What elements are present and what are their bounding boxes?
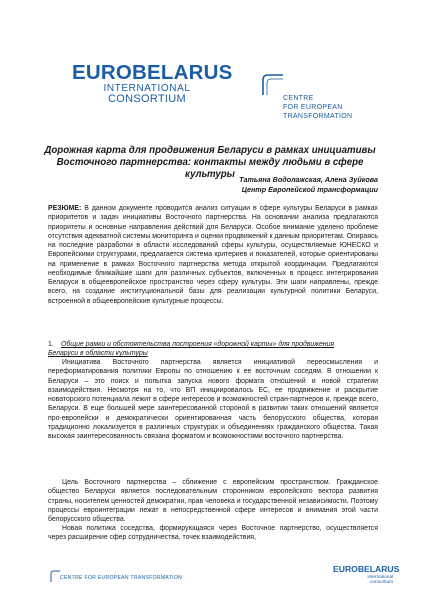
authors-block (239, 175, 378, 194)
eurobelarus-logo (72, 61, 233, 105)
footer-eurobelarus-line1: international (367, 574, 393, 579)
cet-logo-line3: TRANSFORMATION (283, 113, 353, 120)
cet-corner-mark-icon (262, 74, 284, 96)
section-title-line1: Общие рамки и обстоятельства построения «дорожной карты» для продвижения (61, 341, 335, 348)
cet-logo-text (283, 94, 352, 121)
footer-eurobelarus-title: EUROBELARUS (333, 564, 400, 574)
footer-eurobelarus-line2: consortium (370, 579, 393, 584)
eurobelarus-logo-line2: CONSORTIUM (108, 93, 186, 105)
eurobelarus-logo-title: EUROBELARUS (72, 61, 233, 84)
cet-logo-line1: CENTRE (283, 95, 314, 102)
body-paragraph-3: Новая политика соседства, формирующаяся через Восточное партнерство, осуществляется через расширение сфер сотрудничества, точек взаимодействия, (48, 525, 378, 542)
document-title-line2: Восточного партнерства: контакты между людьми в сфере культуры (56, 157, 364, 180)
cet-logo (262, 74, 372, 132)
section-heading (48, 340, 378, 359)
section-title-line2: Беларуси в области культуры (48, 350, 148, 358)
author-names: Татьяна Водолажская, Алена Зуйкова (239, 175, 378, 184)
author-organization: Центр Европейской трансформации (241, 184, 378, 194)
document-title-line1: Дорожная карта для продвижения Беларуси в рамках инициативы (44, 145, 376, 156)
footer-eurobelarus-logo (333, 564, 400, 584)
footer-cet-logo (50, 570, 200, 584)
body-paragraph-2: Цель Восточного партнерства – сближение с европейским пространством. Гражданское общество Беларуси является последовательным сторонником европейского вектора развития страны, носителем ценностей демократии, прав человека и государственной независимости. Поэтому процессы евроинтеграции лежат в непосредственной сфере интересов и внимания этой части белорусского общества. (48, 479, 378, 523)
footer-cet-text: CENTRE FOR EUROPEAN TRANSFORMATION (60, 575, 183, 581)
abstract-text: В данном документе проводится анализ ситуации в сфере культуры Беларуси в рамках приоритетов и задач инициативы Восточного партнерства. На основании анализа предлагаются приоритеты и основные направления действий для Беларуси. Особое внимание уделено проблеме отсутствия адекватной системы мониторинга и оценки продвижений к данным приоритетам. Опираясь на последние разработки в области исследований сферы культуры, осуществляемые ЮНЕСКО и Европейскими структурами, предлагается система критериев и показателей, которые ориентированы на применение в рамках Восточного партнерства метода открытой координации. Предлагаются необходимые ближайшие шаги для различных субъектов, включенных в процесс интегрирования Беларуси в общеевропейское пространство через сферу культуры. Эти шаги направлены, прежде всего, на создание институциональной базы для реализации культурной политики Беларуси, встроенной в общеевропейские культурные процессы. (48, 205, 378, 305)
body-paragraph-1: Инициатива Восточного партнерства является инициативой переосмысления и переформатирования политики Европы по отношению к ее восточным соседям. В отношении к Беларуси – это поиск и попытка запуска нового формата отношений и новой стратегии взаимодействия. Несмотря на то, что ВП инициировалось ЕС, ее продвижение и раскрытие новаторского потенциала лежит в сфере интересов и возможностей стран-партнеров и, прежде всего, Беларуси. В еще большей мере заинтересованной стороной в развитии таких отношений является про-европейски и демократически ориентированная часть белорусского общества, которая традиционно локализуется в различных структурах и объединениях гражданского общества. Такая высокая заинтересованность связана форматом и возможностями восточного партнерства. (48, 359, 378, 440)
abstract-paragraph (48, 204, 378, 306)
abstract-label: РЕЗЮМЕ: (48, 205, 82, 212)
section-number: 1. (48, 341, 54, 348)
cet-corner-mark-icon (50, 570, 60, 582)
eurobelarus-logo-line1: INTERNATIONAL (103, 83, 191, 94)
cet-logo-line2: FOR EUROPEAN (283, 104, 343, 111)
